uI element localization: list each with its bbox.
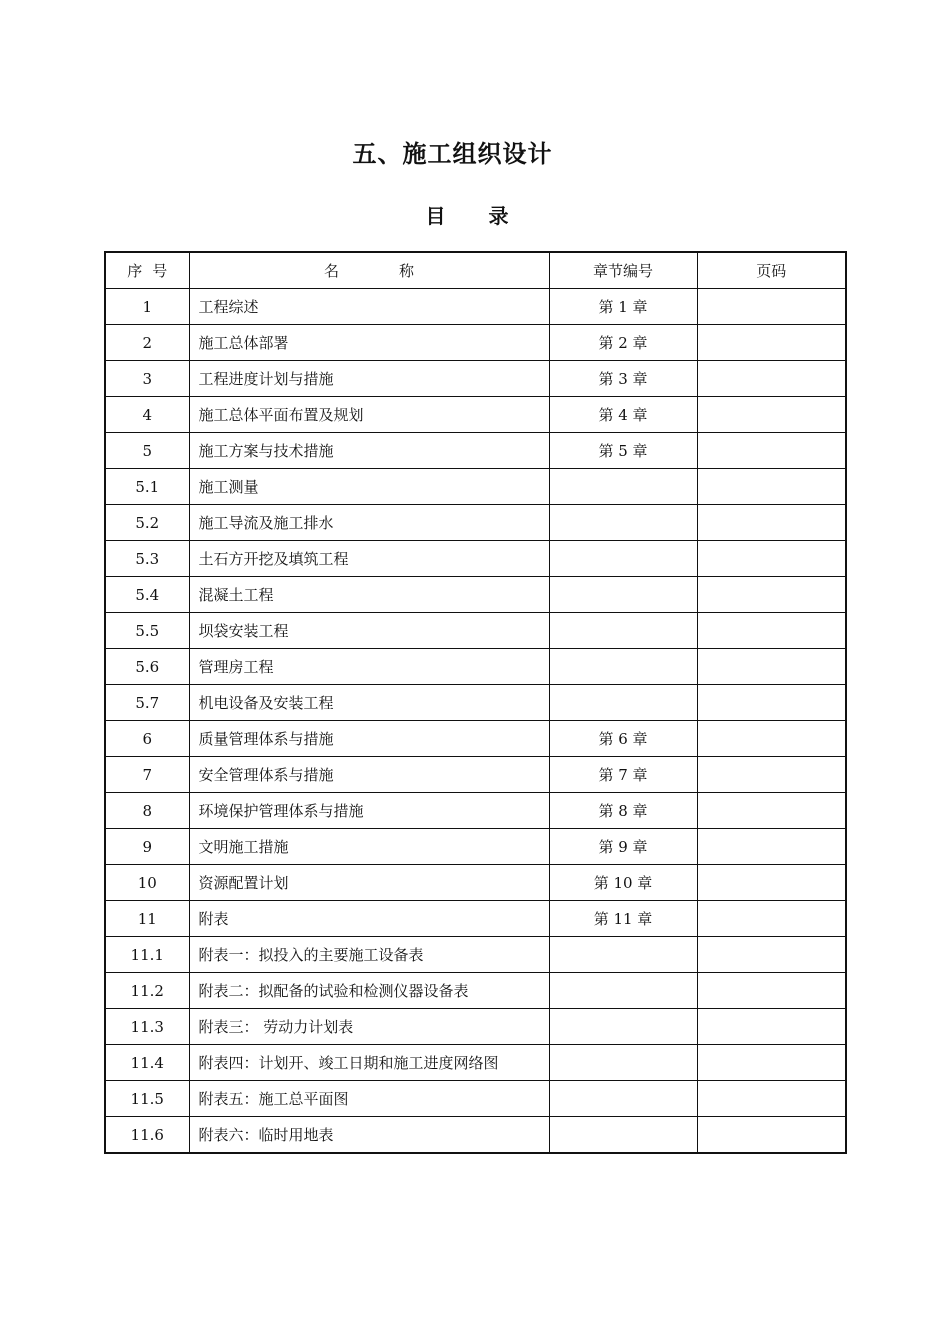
table-row — [105, 361, 846, 397]
toc-entry-page — [697, 1045, 846, 1081]
toc-entry-number: 7 — [105, 757, 189, 793]
table-row — [105, 649, 846, 685]
toc-entry-chapter: 第 5 章 — [549, 433, 697, 469]
table-row — [105, 397, 846, 433]
toc-entry-chapter: 第 6 章 — [549, 721, 697, 757]
toc-entry-name: 安全管理体系与措施 — [189, 757, 549, 793]
toc-entry-number: 8 — [105, 793, 189, 829]
toc-entry-name: 附表六：临时用地表 — [189, 1117, 549, 1154]
toc-entry-page — [697, 685, 846, 721]
table-row — [105, 973, 846, 1009]
table-row — [105, 541, 846, 577]
toc-entry-page — [697, 325, 846, 361]
toc-entry-chapter: 第 10 章 — [549, 865, 697, 901]
toc-entry-number: 6 — [105, 721, 189, 757]
toc-entry-name: 附表一：拟投入的主要施工设备表 — [189, 937, 549, 973]
table-row — [105, 325, 846, 361]
toc-entry-name: 工程综述 — [189, 289, 549, 325]
toc-entry-page — [697, 1009, 846, 1045]
toc-entry-name: 施工总体平面布置及规划 — [189, 397, 549, 433]
toc-entry-name: 附表二：拟配备的试验和检测仪器设备表 — [189, 973, 549, 1009]
toc-entry-name: 环境保护管理体系与措施 — [189, 793, 549, 829]
toc-entry-name: 施工总体部署 — [189, 325, 549, 361]
toc-entry-page — [697, 613, 846, 649]
toc-entry-number: 5.3 — [105, 541, 189, 577]
toc-entry-chapter — [549, 685, 697, 721]
table-row — [105, 757, 846, 793]
toc-entry-page — [697, 577, 846, 613]
table-row — [105, 613, 846, 649]
toc-entry-number: 11.6 — [105, 1117, 189, 1154]
toc-entry-name: 管理房工程 — [189, 649, 549, 685]
toc-entry-number: 5.5 — [105, 613, 189, 649]
toc-entry-chapter: 第 2 章 — [549, 325, 697, 361]
toc-entry-page — [697, 469, 846, 505]
toc-entry-chapter — [549, 613, 697, 649]
toc-entry-number: 5.1 — [105, 469, 189, 505]
table-row — [105, 1045, 846, 1081]
toc-entry-chapter: 第 11 章 — [549, 901, 697, 937]
toc-entry-chapter: 第 1 章 — [549, 289, 697, 325]
toc-header-row — [105, 252, 846, 289]
toc-entry-page — [697, 1081, 846, 1117]
toc-entry-chapter — [549, 1045, 697, 1081]
toc-entry-name: 施工测量 — [189, 469, 549, 505]
toc-entry-number: 2 — [105, 325, 189, 361]
toc-entry-number: 11.2 — [105, 973, 189, 1009]
toc-entry-page — [697, 649, 846, 685]
toc-entry-chapter — [549, 937, 697, 973]
toc-entry-page — [697, 757, 846, 793]
toc-entry-page — [697, 721, 846, 757]
toc-entry-chapter: 第 4 章 — [549, 397, 697, 433]
toc-title: 目 录 — [425, 204, 527, 228]
toc-entry-name: 附表 — [189, 901, 549, 937]
toc-entry-chapter — [549, 973, 697, 1009]
toc-entry-chapter — [549, 1081, 697, 1117]
toc-entry-chapter: 第 8 章 — [549, 793, 697, 829]
table-row — [105, 505, 846, 541]
toc-entry-name: 工程进度计划与措施 — [189, 361, 549, 397]
toc-entry-number: 3 — [105, 361, 189, 397]
toc-entry-page — [697, 1117, 846, 1154]
table-row — [105, 289, 846, 325]
toc-entry-name: 施工导流及施工排水 — [189, 505, 549, 541]
toc-entry-chapter: 第 3 章 — [549, 361, 697, 397]
toc-entry-number: 11 — [105, 901, 189, 937]
table-row — [105, 865, 846, 901]
toc-entry-chapter — [549, 505, 697, 541]
table-row — [105, 685, 846, 721]
toc-entry-page — [697, 361, 846, 397]
toc-entry-page — [697, 433, 846, 469]
toc-entry-name: 混凝土工程 — [189, 577, 549, 613]
header-chapter: 章节编号 — [549, 252, 697, 289]
toc-entry-page — [697, 397, 846, 433]
header-page: 页码 — [697, 252, 846, 289]
toc-entry-name: 附表三： 劳动力计划表 — [189, 1009, 549, 1045]
toc-entry-page — [697, 505, 846, 541]
table-row — [105, 1081, 846, 1117]
toc-entry-chapter — [549, 1117, 697, 1154]
toc-entry-page — [697, 865, 846, 901]
toc-entry-number: 4 — [105, 397, 189, 433]
toc-entry-name: 质量管理体系与措施 — [189, 721, 549, 757]
toc-entry-chapter — [549, 541, 697, 577]
toc-entry-name: 附表四：计划开、竣工日期和施工进度网络图 — [189, 1045, 549, 1081]
table-row — [105, 721, 846, 757]
toc-entry-name: 附表五：施工总平面图 — [189, 1081, 549, 1117]
toc-entry-chapter — [549, 649, 697, 685]
table-row — [105, 1117, 846, 1154]
toc-body — [105, 289, 846, 1154]
toc-entry-page — [697, 937, 846, 973]
table-row — [105, 577, 846, 613]
toc-entry-chapter — [549, 1009, 697, 1045]
toc-entry-number: 11.5 — [105, 1081, 189, 1117]
toc-entry-page — [697, 973, 846, 1009]
toc-entry-page — [697, 829, 846, 865]
document-title: 五、施工组织设计 — [352, 139, 553, 168]
toc-entry-number: 5 — [105, 433, 189, 469]
table-row — [105, 901, 846, 937]
table-row — [105, 469, 846, 505]
toc-entry-page — [697, 289, 846, 325]
toc-entry-page — [697, 793, 846, 829]
table-row — [105, 433, 846, 469]
toc-entry-chapter — [549, 577, 697, 613]
toc-entry-chapter: 第 9 章 — [549, 829, 697, 865]
table-row — [105, 1009, 846, 1045]
toc-entry-chapter: 第 7 章 — [549, 757, 697, 793]
toc-entry-number: 1 — [105, 289, 189, 325]
toc-entry-name: 机电设备及安装工程 — [189, 685, 549, 721]
toc-entry-number: 11.4 — [105, 1045, 189, 1081]
table-row — [105, 793, 846, 829]
toc-entry-number: 5.7 — [105, 685, 189, 721]
toc-entry-page — [697, 901, 846, 937]
table-row — [105, 829, 846, 865]
toc-entry-number: 5.6 — [105, 649, 189, 685]
toc-entry-number: 5.4 — [105, 577, 189, 613]
toc-entry-name: 土石方开挖及填筑工程 — [189, 541, 549, 577]
toc-entry-name: 坝袋安装工程 — [189, 613, 549, 649]
toc-entry-number: 5.2 — [105, 505, 189, 541]
toc-entry-number: 11.3 — [105, 1009, 189, 1045]
header-name: 名称 — [189, 252, 549, 289]
toc-entry-number: 10 — [105, 865, 189, 901]
toc-table — [104, 251, 847, 1154]
toc-entry-page — [697, 541, 846, 577]
header-no: 序号 — [105, 252, 189, 289]
table-row — [105, 937, 846, 973]
toc-entry-name: 文明施工措施 — [189, 829, 549, 865]
toc-entry-number: 11.1 — [105, 937, 189, 973]
toc-entry-name: 施工方案与技术措施 — [189, 433, 549, 469]
toc-entry-name: 资源配置计划 — [189, 865, 549, 901]
toc-entry-chapter — [549, 469, 697, 505]
toc-entry-number: 9 — [105, 829, 189, 865]
